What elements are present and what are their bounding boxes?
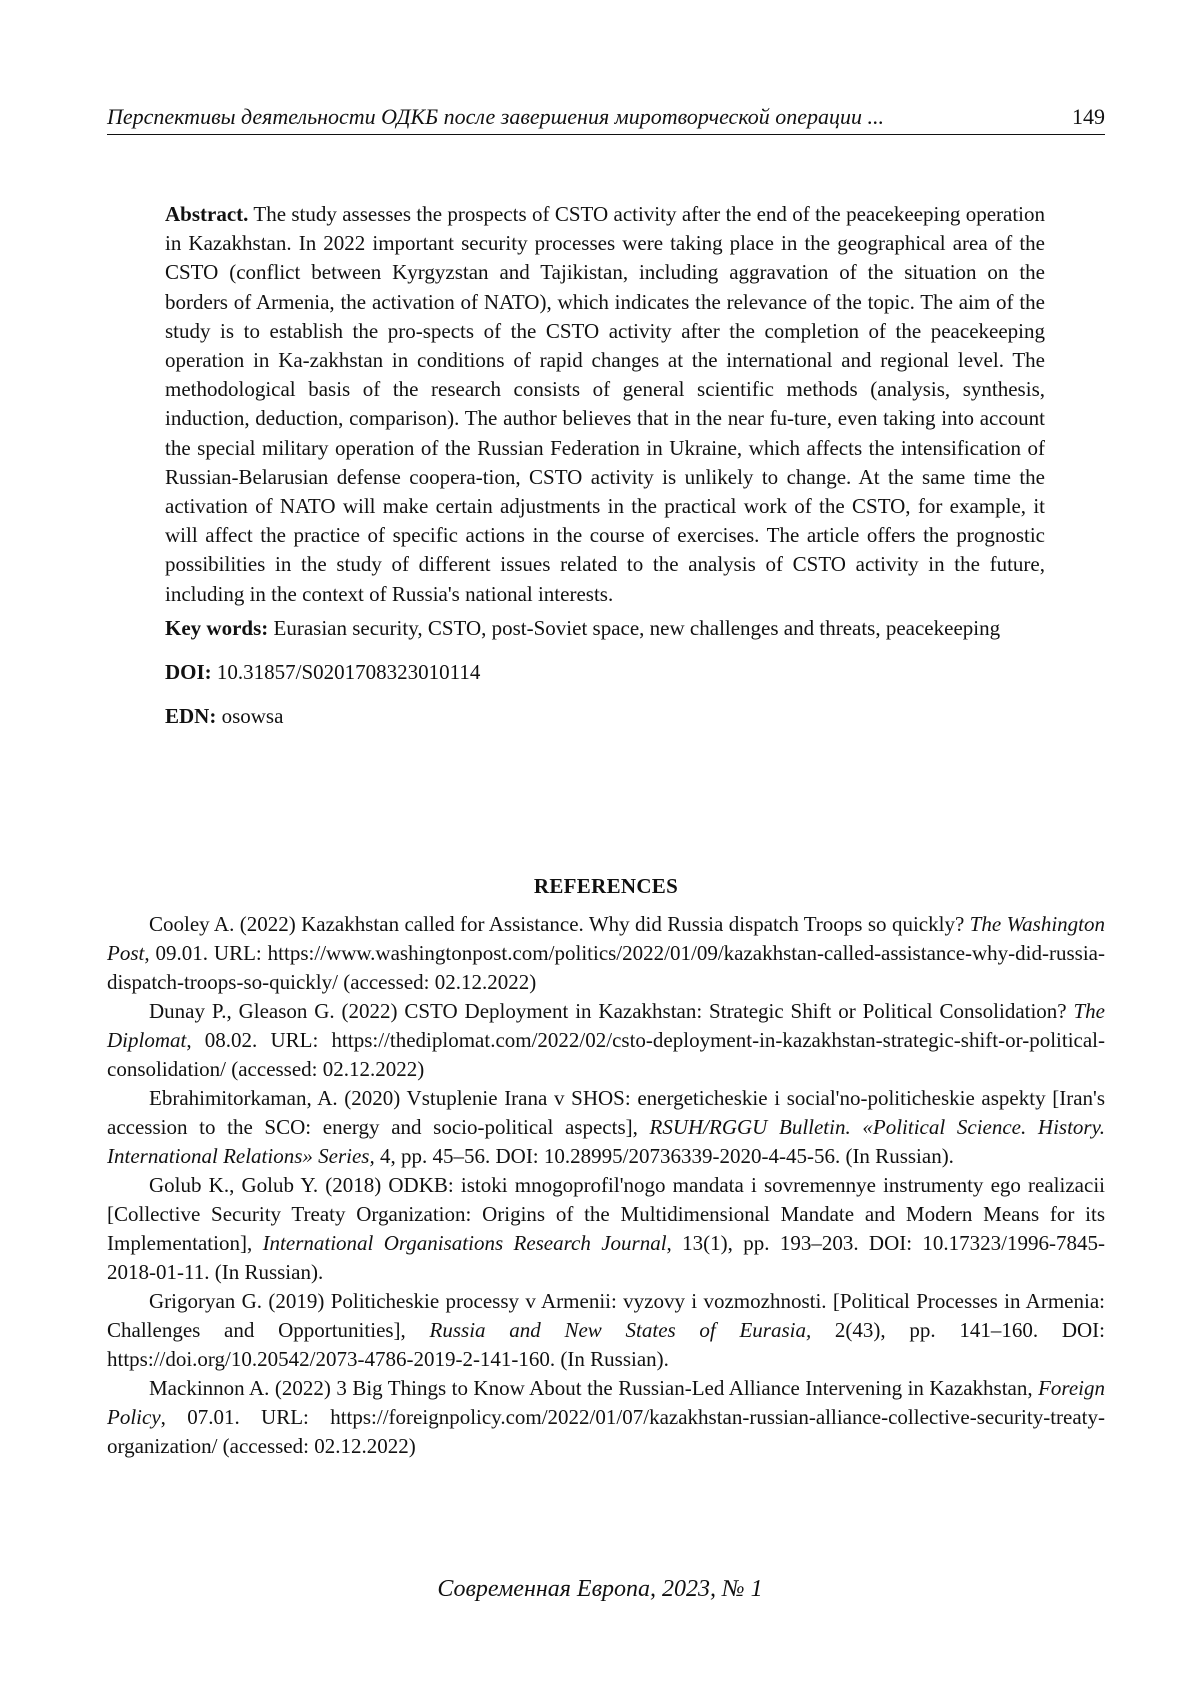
references-list: [107, 910, 1105, 1461]
reference-details: , 08.02. URL: https://thediplomat.com/2022/02/csto-deployment-in-kazakhstan-strategic-shift-or-political-consolidation/ (accessed: 02.12.2022): [107, 1028, 1105, 1081]
reference-text: Grigoryan G. (2019) Politicheskie processy v Armenii: vyzovy i vozmozhnosti. [Political Processes in Armenia: Challenges and Opportunities],: [107, 1289, 1105, 1342]
reference-source: The Washington Post: [107, 912, 1105, 965]
abstract-label: Abstract.: [165, 202, 249, 226]
keywords-paragraph: [165, 614, 1045, 643]
reference-item: [107, 1374, 1105, 1461]
reference-text: Ebrahimitorkaman, A. (2020) Vstuplenie Irana v SHOS: energeticheskie i social'no-politicheskie aspekty [Iran's accession to the SCO: energy and socio-political aspects],: [107, 1086, 1105, 1139]
reference-details: , 07.01. URL: https://foreignpolicy.com/2022/01/07/kazakhstan-russian-alliance-collective-security-treaty-organization/ (accessed: 02.12.2022): [107, 1405, 1105, 1458]
abstract-paragraph: [165, 200, 1045, 609]
reference-text: Golub K., Golub Y. (2018) ODKB: istoki mnogoprofil'nogo mandata i sovremennye instrumenty ego realizacii [Collective Security Treaty Organization: Origins of the Multidimensional Mandate and Modern Means for its Implementation],: [107, 1173, 1105, 1255]
reference-text: Mackinnon A. (2022) 3 Big Things to Know About the Russian-Led Alliance Intervening in Kazakhstan,: [149, 1376, 1039, 1400]
edn-label: EDN:: [165, 704, 217, 729]
doi-line: [165, 658, 1045, 687]
reference-item: [107, 1084, 1105, 1171]
journal-footer: Современная Европа, 2023, № 1: [437, 1576, 763, 1602]
reference-details: , 13(1), pp. 193–203. DOI: 10.17323/1996-7845-2018-01-11. (In Russian).: [107, 1231, 1105, 1284]
running-header: [107, 104, 1105, 135]
reference-details: 2(43), pp. 141–160. DOI: https://doi.org/10.20542/2073-4786-2019-2-141-160. (In Russian).: [107, 1318, 1105, 1371]
reference-source: Foreign Policy: [107, 1376, 1105, 1429]
reference-item: [107, 1171, 1105, 1287]
keywords-label: Key words:: [165, 615, 269, 640]
edn-line: [165, 702, 1045, 731]
reference-text: Cooley A. (2022) Kazakhstan called for Assistance. Why did Russia dispatch Troops so quickly?: [149, 912, 970, 936]
reference-source: Russia and New States of Eurasia,: [429, 1318, 812, 1342]
doi-value: 10.31857/S0201708323010114: [216, 660, 481, 685]
page-number: 149: [1072, 104, 1105, 129]
reference-item: [107, 1287, 1105, 1374]
reference-source: International Organisations Research Journal: [262, 1231, 667, 1255]
abstract-text: The study assesses the prospects of CSTO activity after the end of the peacekeeping operation in Kazakhstan. In 2022 important security processes were taking place in the geographical area of the CSTO (conflict between Kyrgyzstan and Tajikistan, including aggravation of the situation on the borders of Armenia, the activation of NATO), which indicates the relevance of the topic. The aim of the study is to establish the pro-spects of the CSTO activity after the completion of the peacekeeping operation in Ka-zakhstan in conditions of rapid changes at the international and regional level. The methodological basis of the research consists of general scientific methods (analysis, synthesis, induction, deduction, comparison). The author believes that in the near fu-ture, even taking into account the special military operation of the Russian Federation in Ukraine, which affects the intensification of Russian-Belarusian defense coopera-tion, CSTO activity is unlikely to change. At the same time the activation of NATO will make certain adjustments in the practical work of the CSTO, for example, it will affect the practice of specific actions in the course of exercises. The article offers the prognostic possibilities in the study of different issues related to the analysis of CSTO activity in the future, including in the context of Russia's national interests.: [165, 202, 1046, 606]
reference-details: 4, pp. 45–56. DOI: 10.28995/20736339-2020-4-45-56. (In Russian).: [374, 1144, 954, 1168]
reference-text: Dunay P., Gleason G. (2022) CSTO Deployment in Kazakhstan: Strategic Shift or Political Consolidation?: [149, 999, 1074, 1023]
reference-item: [107, 910, 1105, 997]
references-heading: REFERENCES: [533, 874, 679, 898]
doi-label: DOI:: [165, 660, 212, 685]
running-title: Перспективы деятельности ОДКБ после завершения миротворческой операции ...: [107, 104, 885, 129]
keywords-text: Eurasian security, CSTO, post-Soviet space, new challenges and threats, peacekeeping: [273, 615, 1001, 640]
reference-source: The Diplomat: [107, 999, 1105, 1052]
reference-source: RSUH/RGGU Bulletin. «Political Science. History. International Relations» Series,: [107, 1115, 1105, 1168]
reference-item: [107, 997, 1105, 1084]
edn-value: osowsa: [221, 704, 284, 729]
abstract-block: [165, 200, 1045, 731]
reference-details: , 09.01. URL: https://www.washingtonpost.com/politics/2022/01/09/kazakhstan-called-assistance-why-did-russia-dispatch-troops-so-quickly/ (accessed: 02.12.2022): [107, 941, 1105, 994]
